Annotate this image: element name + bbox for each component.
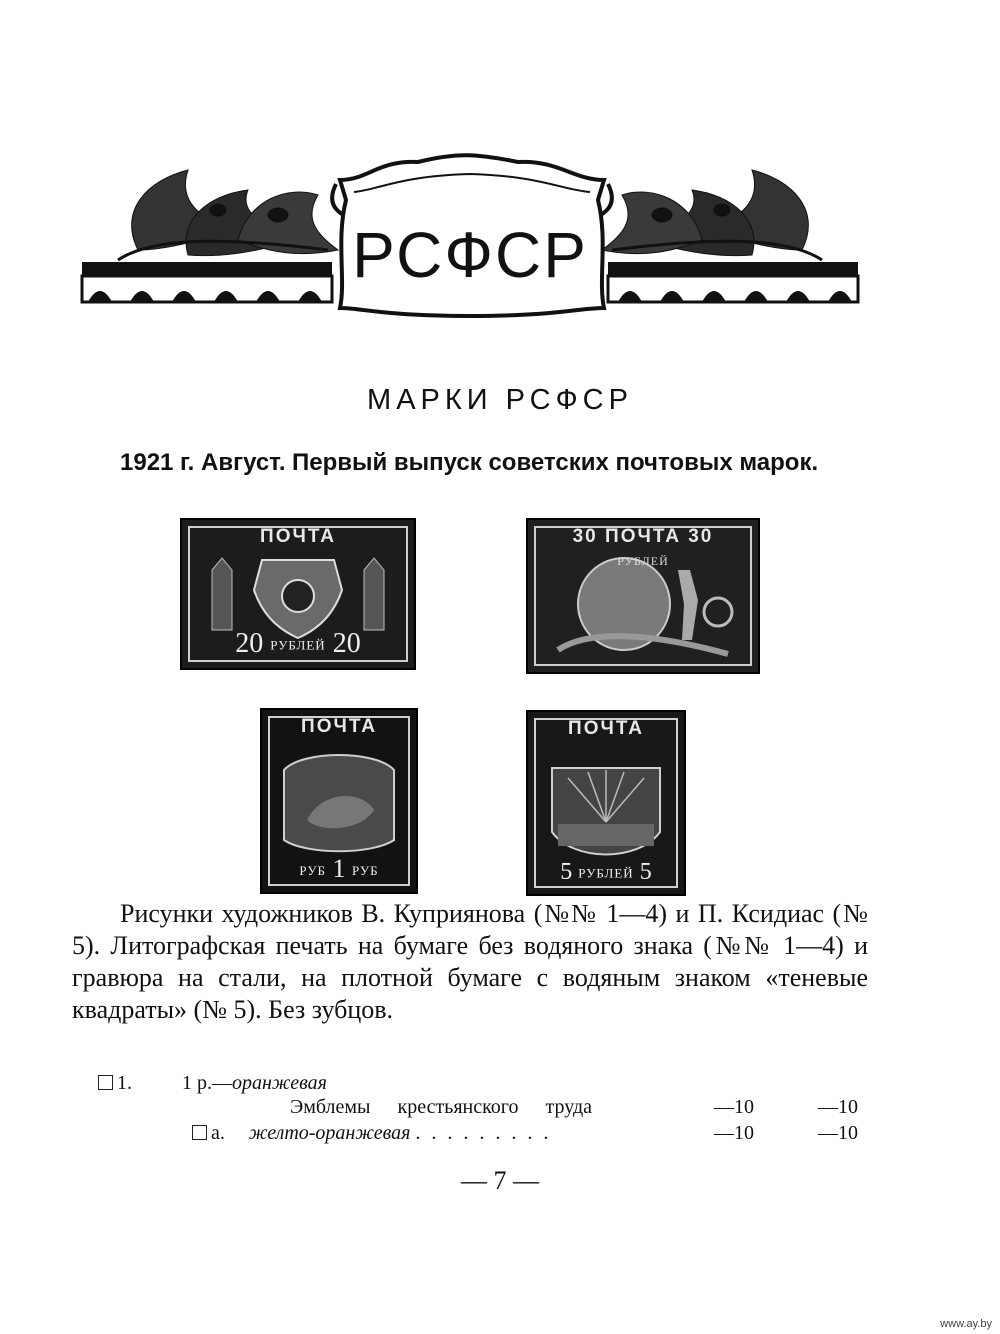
issue-date: 1921 г. Август.: [120, 449, 286, 476]
description-paragraph: Рисунки художников В. Куприянова (№№ 1—4) и П. Ксидиас (№ 5). Литографская печать на бумаге без водяного знака (№№ 1—4) и гравюра на стали, на плотной бумаге с водяным знаком «теневые квадраты» (№ 5). Без зубцов.: [72, 899, 868, 1024]
catalog-color: оранжевая: [232, 1072, 327, 1094]
banner-title: РСФСР: [352, 219, 588, 291]
catalog-value: 1 р.—: [182, 1072, 232, 1094]
catalog-row: [98, 1072, 327, 1095]
stamp-top-label: ПОЧТА: [568, 718, 644, 739]
stamp-image: [526, 710, 686, 896]
price-mint: —10: [714, 1096, 754, 1118]
price-used: —10: [818, 1122, 858, 1144]
checkbox-icon[interactable]: [98, 1075, 113, 1090]
issue-header: [72, 444, 868, 480]
price-mint: —10: [714, 1122, 754, 1144]
leader-dots: . . . . . . . . .: [415, 1122, 552, 1144]
stamp-image: [180, 518, 416, 670]
stamp-top-label: ПОЧТА: [301, 716, 377, 737]
page-heading: МАРКИ РСФСР: [367, 384, 633, 416]
stamp-image: [260, 708, 418, 894]
stamp-denomination: РУБ 1 РУБ: [299, 854, 379, 883]
stamp-denomination: РУБЛЕЙ: [617, 554, 669, 568]
catalog-color: желто-оранжевая: [248, 1122, 411, 1144]
catalog-subject: Эмблемы крестьянского труда: [290, 1096, 593, 1118]
page-number: — 7 —: [461, 1166, 539, 1195]
issue-title: Первый выпуск советских почтовых марок.: [291, 449, 819, 476]
checkbox-icon[interactable]: [192, 1125, 207, 1140]
catalog-number: а.: [211, 1122, 225, 1144]
price-used: —10: [818, 1096, 858, 1118]
stamp-top-label: 30 ПОЧТА 30: [572, 526, 714, 547]
catalog-row: [192, 1122, 551, 1145]
stamp-image: [526, 518, 760, 674]
header-banner: [78, 140, 862, 340]
stamp-denomination: 20 РУБЛЕЙ 20: [235, 628, 361, 659]
catalog-number: 1.: [117, 1072, 132, 1094]
stamp-denomination: 5 РУБЛЕЙ 5: [560, 859, 652, 885]
stamp-top-label: ПОЧТА: [260, 526, 336, 547]
watermark: www.ay.by: [940, 1318, 992, 1330]
